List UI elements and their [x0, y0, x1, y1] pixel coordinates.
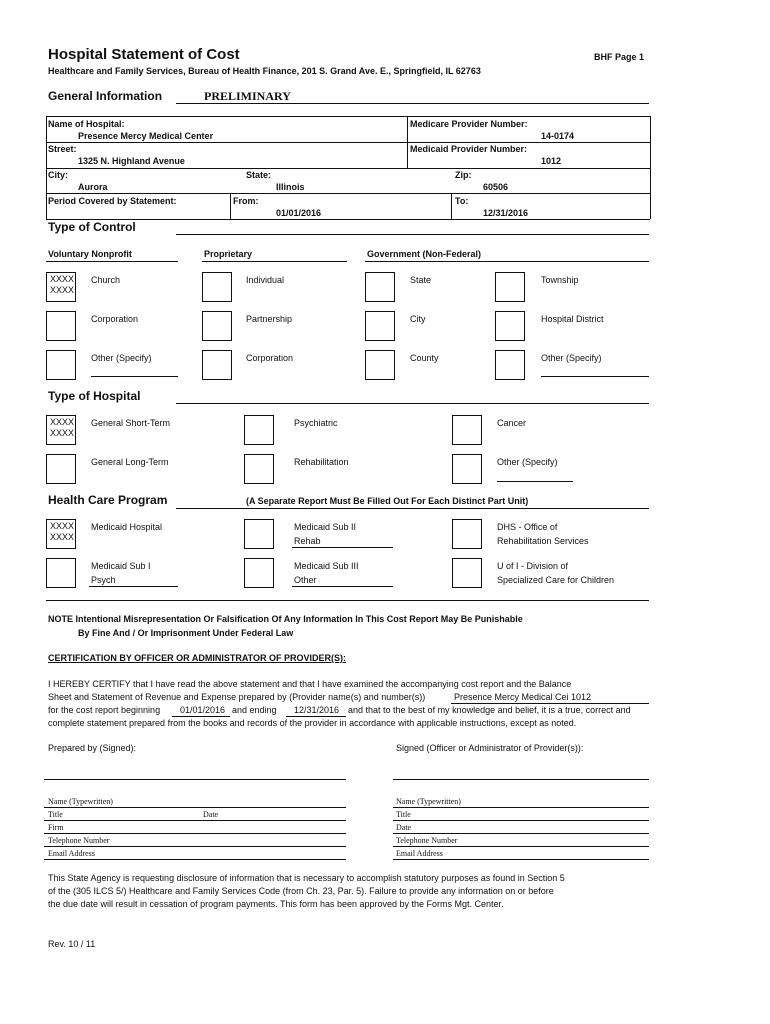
medicaid-sub1-label-line1: Medicaid Sub I — [91, 561, 151, 571]
county-checkbox[interactable] — [365, 350, 395, 380]
left-telephone-label: Telephone Number — [48, 836, 110, 845]
disclosure-line-2: of the (305 ILCS 5/) Healthcare and Family Services Code (from Ch. 23, Par. 5). Failure to provide any information on or before — [48, 886, 554, 896]
certification-line-3c: and that to the best of my knowledge and belief, it is a true, correct and — [348, 705, 631, 715]
government-header: Government (Non-Federal) — [367, 249, 482, 259]
left-firm-label: Firm — [48, 823, 64, 832]
medicaid-hospital-label: Medicaid Hospital — [91, 522, 163, 532]
hospital-name-value: Presence Mercy Medical Center — [78, 131, 214, 141]
left-name-label: Name (Typewritten) — [48, 797, 113, 806]
other-hospital-specify-line[interactable] — [497, 481, 573, 482]
cost-report-end-date[interactable]: 12/31/2016 — [294, 705, 340, 715]
right-telephone-line[interactable] — [393, 846, 649, 847]
township-checkbox[interactable] — [495, 272, 525, 302]
left-email-line[interactable] — [44, 859, 346, 860]
voluntary-rule — [46, 261, 178, 262]
medicare-provider-value: 14-0174 — [541, 131, 575, 141]
general-long-term-checkbox[interactable] — [46, 454, 76, 484]
medicaid-hospital-mark-1: XXXX — [50, 521, 75, 531]
medicaid-sub3-label-line2: Other — [294, 575, 317, 585]
right-email-label: Email Address — [396, 849, 443, 858]
corporation-nonprofit-checkbox[interactable] — [46, 311, 76, 341]
uofi-dscc-label-line1: U of I - Division of — [497, 561, 569, 571]
partnership-label: Partnership — [246, 314, 293, 324]
other-hospital-label: Other (Specify) — [497, 457, 558, 467]
voluntary-nonprofit-header: Voluntary Nonprofit — [48, 249, 132, 259]
medicaid-hospital-checkbox[interactable] — [46, 519, 76, 549]
medicaid-sub2-label-line1: Medicaid Sub II — [294, 522, 357, 532]
certification-line-1: I HEREBY CERTIFY that I have read the above statement and that I have examined the accompanying cost report and the Balance — [48, 679, 572, 689]
medicaid-sub1-label-line2: Psych — [91, 575, 116, 585]
medicaid-sub2-rule — [292, 547, 393, 548]
city-gov-checkbox[interactable] — [365, 311, 395, 341]
street-value: 1325 N. Highland Avenue — [78, 156, 185, 166]
cost-report-begin-date[interactable]: 01/01/2016 — [180, 705, 226, 715]
city-value: Aurora — [78, 182, 108, 192]
status-label: PRELIMINARY — [204, 89, 291, 103]
certification-line-2: Sheet and Statement of Revenue and Expense prepared by (Provider name(s) and number(s)) — [48, 692, 426, 702]
individual-label: Individual — [246, 275, 285, 285]
state-checkbox[interactable] — [365, 272, 395, 302]
note-line-2: By Fine And / Or Imprisonment Under Federal Law — [78, 628, 294, 638]
corporation-nonprofit-label: Corporation — [91, 314, 139, 324]
from-date-value: 01/01/2016 — [276, 208, 322, 218]
corporation-proprietary-checkbox[interactable] — [202, 350, 232, 380]
right-date-line[interactable] — [393, 833, 649, 834]
other-government-label: Other (Specify) — [541, 353, 602, 363]
government-rule — [365, 261, 649, 262]
disclosure-line-3: the due date will result in cessation of program payments. This form has been approved by the Forms Mgt. Center. — [48, 899, 504, 909]
to-date-value: 12/31/2016 — [483, 208, 529, 218]
city-gov-label: City — [410, 314, 426, 324]
state-gov-label: State — [410, 275, 432, 285]
other-government-checkbox[interactable] — [495, 350, 525, 380]
right-name-line[interactable] — [393, 807, 649, 808]
township-label: Township — [541, 275, 579, 285]
general-long-term-label: General Long-Term — [91, 457, 169, 467]
left-email-label: Email Address — [48, 849, 95, 858]
cancer-label: Cancer — [497, 418, 527, 428]
street-label: Street: — [48, 144, 77, 154]
hospital-heading-rule — [176, 403, 649, 404]
church-mark-2: XXXX — [50, 285, 75, 295]
medicaid-provider-value: 1012 — [541, 156, 562, 166]
medicaid-hospital-mark-2: XXXX — [50, 532, 75, 542]
medicare-provider-label: Medicare Provider Number: — [410, 119, 528, 129]
other-nonprofit-checkbox[interactable] — [46, 350, 76, 380]
church-label: Church — [91, 275, 121, 285]
prepared-signature-line[interactable] — [44, 779, 346, 780]
to-label: To: — [455, 196, 469, 206]
section-divider — [46, 600, 649, 601]
medicaid-sub3-rule — [292, 586, 393, 587]
cancer-checkbox[interactable] — [452, 415, 482, 445]
medicaid-sub1-checkbox[interactable] — [46, 558, 76, 588]
end-date-rule — [286, 716, 346, 717]
medicaid-provider-label: Medicaid Provider Number: — [410, 144, 528, 154]
dhs-rehab-label-line2: Rehabilitation Services — [497, 536, 589, 546]
officer-signature-line[interactable] — [393, 779, 649, 780]
other-nonprofit-label: Other (Specify) — [91, 353, 152, 363]
dhs-rehab-checkbox[interactable] — [452, 519, 482, 549]
right-title-label: Title — [396, 810, 411, 819]
disclosure-line-1: This State Agency is requesting disclosure of information that is necessary to accomplish statutory purposes as found in Section 5 — [48, 873, 565, 883]
form-title: Hospital Statement of Cost — [48, 46, 240, 63]
left-date-label: Date — [203, 810, 219, 819]
left-title-line[interactable] — [44, 820, 346, 821]
form-subtitle: Healthcare and Family Services, Bureau of Health Finance, 201 S. Grand Ave. E., Springfield, IL 62763 — [48, 66, 481, 76]
other-hospital-checkbox[interactable] — [452, 454, 482, 484]
status-underline — [176, 103, 649, 104]
type-of-hospital-heading: Type of Hospital — [48, 389, 141, 403]
hospital-name-label: Name of Hospital: — [48, 119, 125, 129]
rehabilitation-checkbox[interactable] — [244, 454, 274, 484]
from-label: From: — [233, 196, 259, 206]
county-label: County — [410, 353, 439, 363]
right-date-label: Date — [396, 823, 412, 832]
left-telephone-line[interactable] — [44, 846, 346, 847]
hospital-district-checkbox[interactable] — [495, 311, 525, 341]
right-email-line[interactable] — [393, 859, 649, 860]
provider-name-number-field[interactable]: Presence Mercy Medical Cei 1012 — [454, 692, 592, 702]
medicaid-sub1-rule — [89, 586, 178, 587]
page-number: BHF Page 1 — [594, 52, 645, 62]
certification-line-4: complete statement prepared from the books and records of the provider in accordance with applicable instructions, except as noted. — [48, 718, 577, 728]
zip-label: Zip: — [455, 170, 472, 180]
zip-value: 60506 — [483, 182, 509, 192]
state-value: Illinois — [276, 182, 305, 192]
medicaid-sub2-label-line2: Rehab — [294, 536, 321, 546]
psychiatric-label: Psychiatric — [294, 418, 338, 428]
proprietary-header: Proprietary — [204, 249, 253, 259]
other-nonprofit-specify-line[interactable] — [91, 376, 178, 377]
general-short-term-checkbox[interactable] — [46, 415, 76, 445]
begin-date-rule — [172, 716, 230, 717]
certification-line-3b: and ending — [232, 705, 277, 715]
signed-by-label: Signed (Officer or Administrator of Provider(s)): — [396, 743, 584, 753]
general-short-term-label: General Short-Term — [91, 418, 171, 428]
certification-line-3a: for the cost report beginning — [48, 705, 161, 715]
left-name-line[interactable] — [44, 807, 346, 808]
dhs-rehab-label-line1: DHS - Office of — [497, 522, 558, 532]
psychiatric-checkbox[interactable] — [244, 415, 274, 445]
general-short-term-mark-2: XXXX — [50, 428, 75, 438]
medicaid-sub3-checkbox[interactable] — [244, 558, 274, 588]
right-title-line[interactable] — [393, 820, 649, 821]
partnership-checkbox[interactable] — [202, 311, 232, 341]
certification-heading: CERTIFICATION BY OFFICER OR ADMINISTRATOR OF PROVIDER(S): — [48, 653, 346, 663]
church-checkbox[interactable] — [46, 272, 76, 302]
note-line-1: NOTE Intentional Misrepresentation Or Falsification Of Any Information In This Cost Report May Be Punishable — [48, 614, 523, 624]
health-care-program-heading: Health Care Program — [48, 493, 168, 507]
uofi-dscc-checkbox[interactable] — [452, 558, 482, 588]
uofi-dscc-label-line2: Specialized Care for Children — [497, 575, 615, 585]
left-title-label: Title — [48, 810, 63, 819]
right-telephone-label: Telephone Number — [396, 836, 458, 845]
program-heading-rule — [176, 508, 649, 509]
proprietary-rule — [202, 261, 347, 262]
type-of-control-heading: Type of Control — [48, 220, 136, 234]
corporation-proprietary-label: Corporation — [246, 353, 294, 363]
control-heading-rule — [176, 234, 649, 235]
medicaid-sub3-label-line1: Medicaid Sub III — [294, 561, 359, 571]
prepared-by-label: Prepared by (Signed): — [48, 743, 137, 753]
general-information-heading: General Information — [48, 89, 163, 103]
general-short-term-mark-1: XXXX — [50, 417, 75, 427]
rehabilitation-label: Rehabilitation — [294, 457, 349, 467]
left-firm-line[interactable] — [44, 833, 346, 834]
individual-checkbox[interactable] — [202, 272, 232, 302]
revision-label: Rev. 10 / 11 — [48, 939, 96, 949]
hospital-district-label: Hospital District — [541, 314, 604, 324]
state-label: State: — [246, 170, 272, 180]
medicaid-sub2-checkbox[interactable] — [244, 519, 274, 549]
provider-field-rule — [451, 703, 649, 704]
program-note: (A Separate Report Must Be Filled Out For Each Distinct Part Unit) — [246, 496, 529, 506]
other-government-specify-line[interactable] — [541, 376, 649, 377]
period-covered-label: Period Covered by Statement: — [48, 196, 177, 206]
church-mark-1: XXXX — [50, 274, 75, 284]
right-name-label: Name (Typewritten) — [396, 797, 461, 806]
city-label: City: — [48, 170, 68, 180]
